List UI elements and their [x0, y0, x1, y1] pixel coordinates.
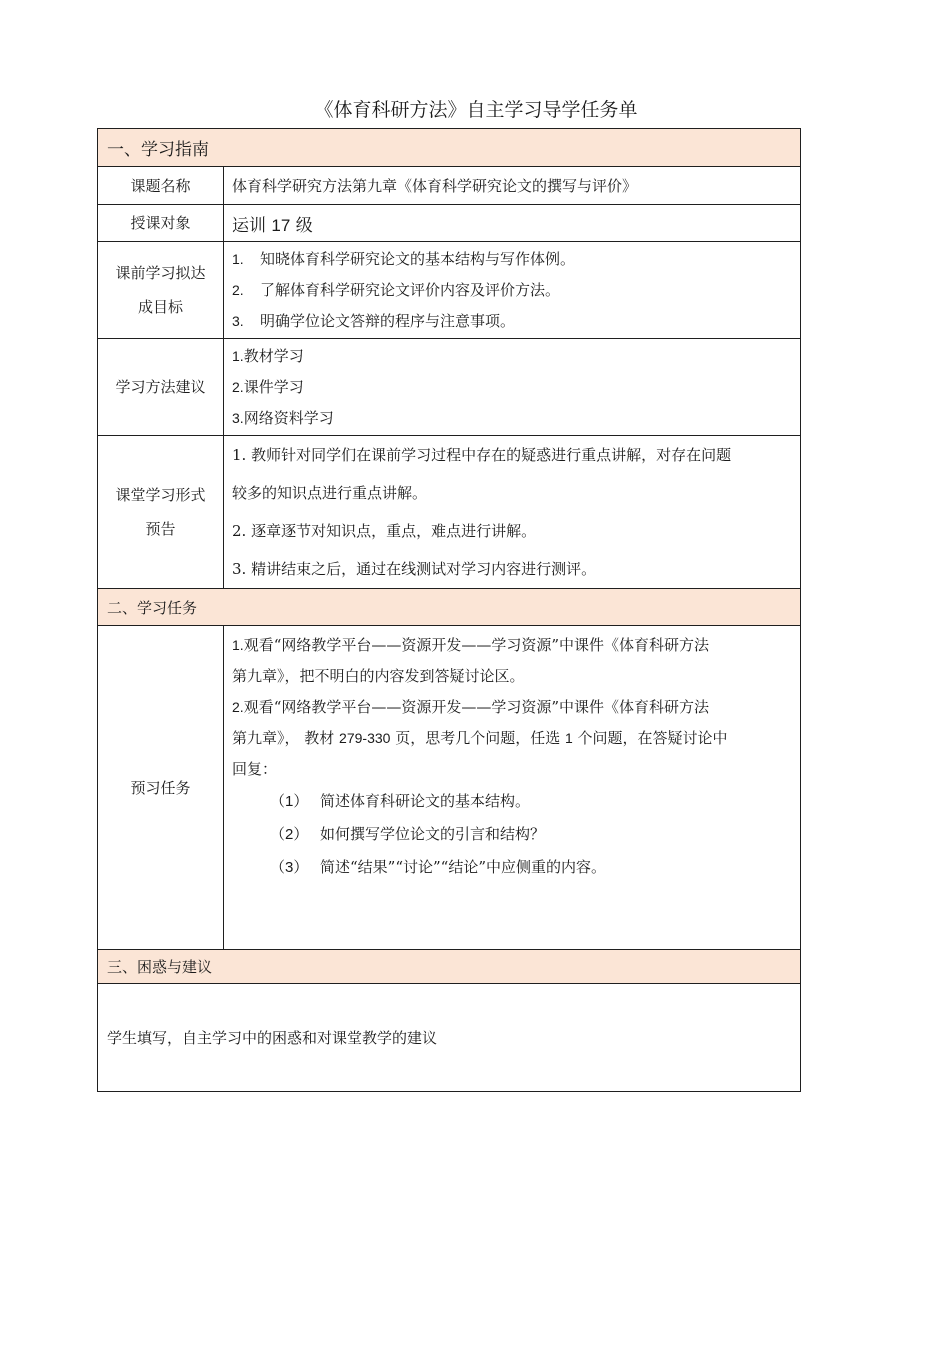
topic-value: 体育科学研究方法第九章《体育科学研究论文的撰写与评价》	[224, 167, 801, 205]
preview-content	[224, 626, 801, 950]
classroom-list	[224, 436, 801, 589]
feedback-note: 学生填写，自主学习中的困惑和对课堂教学的建议	[98, 984, 801, 1092]
methods-list	[224, 339, 801, 436]
goals-label-line1: 课前学习拟达	[115, 264, 206, 282]
question-item: （3） 简述“结果”“讨论”“结论”中应侧重的内容。	[270, 858, 607, 876]
row-methods	[98, 339, 801, 436]
question-item: （1） 简述体育科研论文的基本结构。	[270, 792, 531, 810]
audience-year: 17	[271, 215, 291, 235]
goals-label-line2: 成目标	[137, 298, 183, 316]
method-item: 2.课件学习	[232, 377, 304, 396]
document-title: 《体育科研方法》自主学习导学任务单	[314, 99, 638, 121]
audience-label: 授课对象	[98, 205, 224, 242]
classroom-item: 3. 精讲结束之后，通过在线测试对学习内容进行测评。	[232, 560, 597, 578]
section-heading-tasks: 二、学习任务	[98, 589, 801, 626]
section-heading-study-guide: 一、学习指南	[98, 129, 801, 167]
task-2-line-2: 第九章》， 教材 279-330 页，思考几个问题，任选 1 个问题，在答疑讨论中	[232, 729, 728, 747]
topic-label: 课题名称	[98, 167, 224, 205]
row-audience	[98, 205, 801, 242]
section-row-study-guide	[98, 129, 801, 167]
task-table	[97, 128, 801, 1092]
task-1-line-2: 第九章》，把不明白的内容发到答疑讨论区。	[232, 667, 525, 685]
goal-item: 1. 知晓体育科学研究论文的基本结构与写作体例。	[232, 249, 576, 268]
task-2-line-3: 回复：	[232, 760, 278, 778]
section-row-feedback	[98, 950, 801, 984]
classroom-item: 2. 逐章逐节对知识点，重点，难点进行讲解。	[232, 522, 537, 540]
row-goals	[98, 242, 801, 339]
section-row-tasks	[98, 589, 801, 626]
classroom-item: 1. 教师针对同学们在课前学习过程中存在的疑惑进行重点讲解，对存在问题	[232, 446, 732, 464]
audience-suffix: 级	[290, 215, 313, 236]
row-topic	[98, 167, 801, 205]
method-item: 1.教材学习	[232, 346, 304, 365]
goal-item: 2. 了解体育科学研究论文评价内容及评价方法。	[232, 280, 561, 299]
preview-label: 预习任务	[98, 626, 224, 950]
section-heading-feedback: 三、困惑与建议	[98, 950, 801, 984]
task-2-line-1: 2.观看“网络教学平台——资源开发——学习资源”中课件《体育科研方法	[232, 698, 710, 716]
row-preview-tasks	[98, 626, 801, 950]
row-classroom	[98, 436, 801, 589]
task-1-line-1: 1.观看“网络教学平台——资源开发——学习资源”中课件《体育科研方法	[232, 636, 710, 654]
classroom-label-line2: 预告	[145, 520, 176, 538]
goal-item: 3. 明确学位论文答辩的程序与注意事项。	[232, 311, 516, 330]
method-item: 3.网络资料学习	[232, 408, 334, 427]
audience-text: 运训	[232, 215, 272, 236]
goals-label	[98, 242, 224, 339]
audience-value	[224, 205, 801, 242]
classroom-label	[98, 436, 224, 589]
classroom-label-line1: 课堂学习形式	[115, 486, 206, 504]
question-item: （2） 如何撰写学位论文的引言和结构？	[270, 825, 546, 843]
methods-label: 学习方法建议	[98, 339, 224, 436]
row-feedback	[98, 984, 801, 1092]
goals-list	[224, 242, 801, 339]
classroom-item: 较多的知识点进行重点讲解。	[232, 484, 428, 502]
